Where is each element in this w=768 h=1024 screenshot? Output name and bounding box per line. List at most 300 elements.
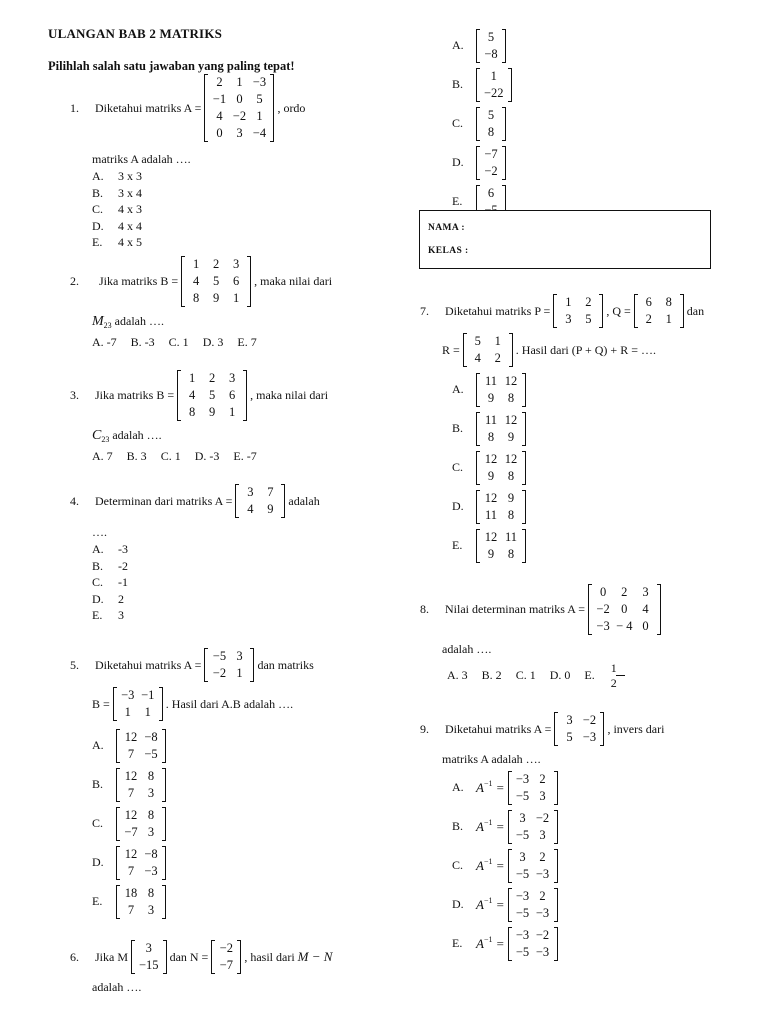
variable: C bbox=[92, 428, 102, 443]
option-label: B. bbox=[452, 421, 464, 435]
matrix bbox=[588, 584, 660, 635]
option-matrix bbox=[508, 810, 558, 844]
answer-option[interactable] bbox=[92, 201, 142, 218]
question-continuation bbox=[92, 314, 164, 330]
question-text-after: , ordo bbox=[277, 100, 306, 115]
answer-option[interactable] bbox=[452, 807, 558, 846]
fraction-one-half bbox=[611, 662, 631, 689]
matrix bbox=[463, 333, 513, 367]
answer-option[interactable]: C. 1 bbox=[168, 335, 189, 349]
matrix-cell: 3 bbox=[236, 649, 243, 663]
question-text-mid: dan N = bbox=[169, 949, 209, 964]
matrix-cell: −3 bbox=[515, 888, 530, 903]
matrix-cell: 4 bbox=[192, 274, 200, 288]
option-label: D. bbox=[92, 591, 104, 606]
answer-option[interactable]: E. bbox=[584, 668, 595, 682]
matrix-cell: 3 bbox=[145, 941, 152, 955]
matrix-cell: 2 bbox=[216, 75, 223, 89]
question-9 bbox=[420, 712, 664, 746]
answer-option[interactable] bbox=[92, 843, 166, 882]
option-matrix bbox=[476, 490, 526, 524]
answer-option[interactable] bbox=[452, 768, 558, 807]
option-matrix bbox=[116, 846, 166, 880]
matrix-cell: 1 bbox=[228, 405, 236, 419]
matrix-cell: 3 bbox=[228, 371, 236, 385]
matrix-cell: −5 bbox=[144, 746, 158, 761]
option-label: D. bbox=[452, 499, 464, 513]
matrix bbox=[553, 294, 603, 328]
matrix-cell: −3 bbox=[515, 771, 530, 786]
matrix-cell: 2 bbox=[539, 849, 546, 864]
answer-option[interactable]: E. 7 bbox=[237, 335, 257, 349]
matrix-cell: −1 bbox=[141, 688, 155, 702]
option-text: 3 x 4 bbox=[118, 185, 142, 200]
option-label: C. bbox=[452, 460, 464, 474]
answer-option[interactable]: E. -7 bbox=[233, 449, 257, 463]
matrix-cell: −8 bbox=[144, 729, 158, 744]
matrix-cell: −5 bbox=[515, 866, 530, 881]
matrix-cell: 7 bbox=[127, 785, 135, 800]
matrix-cell: 12 bbox=[484, 451, 498, 466]
options-matrix-list bbox=[452, 370, 526, 565]
inverse-label: $A^{-1}$ = bbox=[476, 779, 505, 795]
option-text: -3 bbox=[118, 542, 128, 556]
matrix-cell: 12 bbox=[504, 412, 518, 427]
answer-option[interactable] bbox=[92, 804, 166, 843]
matrix-cell: 9 bbox=[507, 429, 515, 444]
matrix-cell: 11 bbox=[484, 373, 498, 388]
answer-option[interactable] bbox=[452, 104, 512, 143]
matrix-cell: 5 bbox=[208, 388, 216, 402]
matrix-cell: −2 bbox=[219, 941, 233, 955]
matrix-cell: 8 bbox=[507, 546, 515, 561]
matrix-cell: 9 bbox=[487, 546, 495, 561]
matrix-cell: 12 bbox=[124, 768, 138, 783]
matrix-cell: 5 bbox=[566, 730, 573, 744]
option-text: 2 bbox=[118, 591, 124, 606]
question-7-line-2 bbox=[442, 333, 656, 367]
option-text: 4 x 3 bbox=[118, 202, 142, 216]
question-text-after: . Hasil dari A.B adalah …. bbox=[165, 696, 294, 711]
matrix-cell: 2 bbox=[208, 371, 216, 385]
matrix-cell: 1 bbox=[236, 75, 243, 89]
matrix-cell: 9 bbox=[212, 291, 220, 305]
matrix-cell: −3 bbox=[252, 75, 267, 89]
answer-option[interactable]: A. 7 bbox=[92, 449, 113, 463]
matrix bbox=[113, 687, 163, 721]
matrix-cell: −5 bbox=[212, 649, 227, 663]
answer-option[interactable]: C. 1 bbox=[160, 449, 181, 463]
matrix-cell: 0 bbox=[599, 585, 607, 599]
answer-option[interactable] bbox=[452, 65, 512, 104]
answer-option[interactable] bbox=[92, 168, 142, 185]
matrix-cell: 3 bbox=[519, 849, 526, 864]
matrix-cell: 9 bbox=[267, 502, 274, 516]
question-number: 3. bbox=[70, 388, 79, 402]
matrix bbox=[177, 370, 247, 421]
matrix-cell: − 4 bbox=[616, 619, 633, 633]
matrix-cell: 0 bbox=[621, 602, 628, 616]
variable-subscript: 23 bbox=[101, 435, 110, 444]
option-text: 3 bbox=[118, 608, 124, 622]
matrix-cell: −3 bbox=[596, 619, 610, 633]
option-text: 3 x 3 bbox=[118, 169, 142, 183]
question-number: 9. bbox=[420, 721, 429, 736]
answer-option[interactable] bbox=[92, 882, 166, 921]
question-number: 7. bbox=[420, 303, 429, 318]
question-number: 5. bbox=[70, 657, 79, 672]
answer-option[interactable]: D. 0 bbox=[549, 668, 571, 682]
answer-option[interactable] bbox=[92, 591, 128, 608]
matrix-cell: 7 bbox=[127, 863, 135, 878]
matrix-cell: −3 bbox=[121, 688, 135, 702]
matrix-cell: 8 bbox=[188, 405, 196, 419]
matrix-cell: 4 bbox=[474, 351, 481, 365]
option-label: C. bbox=[92, 202, 104, 216]
question-5-line-2 bbox=[92, 687, 293, 721]
question-continuation: matriks A adalah …. bbox=[92, 152, 191, 166]
matrix-cell: 6 bbox=[228, 388, 236, 402]
option-label: E. bbox=[452, 538, 463, 552]
option-label: C. bbox=[452, 858, 464, 872]
matrix-cell: −7 bbox=[219, 958, 233, 972]
question-text-after: , maka nilai dari bbox=[250, 388, 329, 402]
matrix-cell: 2 bbox=[539, 771, 546, 786]
option-matrix bbox=[476, 146, 506, 180]
matrix-cell: −8 bbox=[484, 46, 498, 61]
options-inline bbox=[92, 335, 271, 350]
answer-option[interactable] bbox=[92, 185, 142, 202]
matrix-cell: 8 bbox=[487, 429, 495, 444]
matrix bbox=[554, 712, 604, 746]
matrix-cell: 6 bbox=[645, 295, 652, 309]
answer-option[interactable] bbox=[452, 143, 512, 182]
matrix-cell: −3 bbox=[582, 730, 597, 744]
question-text: Diketahui matriks A = bbox=[445, 721, 552, 736]
matrix-cell: 1 bbox=[124, 705, 131, 719]
option-label: D. bbox=[452, 155, 464, 169]
matrix-cell: 12 bbox=[504, 373, 518, 388]
inverse-label: $A^{-1}$ = bbox=[476, 935, 505, 951]
option-label: B. bbox=[92, 558, 104, 573]
instruction: Pilihlah salah satu jawaban yang paling tepat! bbox=[48, 59, 295, 73]
answer-option[interactable] bbox=[92, 765, 166, 804]
option-label: E. bbox=[452, 936, 463, 950]
matrix-cell: 12 bbox=[484, 490, 498, 505]
question-text: Diketahui matriks P = bbox=[445, 303, 551, 318]
matrix bbox=[204, 648, 254, 682]
answer-option[interactable] bbox=[452, 409, 526, 448]
matrix-cell: 8 bbox=[507, 390, 515, 405]
matrix-cell: 2 bbox=[585, 295, 592, 309]
matrix-cell: 18 bbox=[124, 885, 138, 900]
matrix-cell: 7 bbox=[127, 746, 135, 761]
option-label: A. bbox=[92, 169, 104, 183]
fraction-numerator: 1 bbox=[610, 661, 617, 675]
option-text: 4 x 5 bbox=[118, 235, 142, 249]
question-continuation: adalah …. bbox=[442, 642, 492, 656]
option-label: A. bbox=[452, 780, 464, 794]
matrix-cell: 4 bbox=[247, 502, 254, 516]
matrix-cell: −3 bbox=[515, 927, 530, 942]
page-title: ULANGAN BAB 2 MATRIKS bbox=[48, 26, 223, 41]
question-text-after: , invers dari bbox=[607, 721, 665, 736]
matrix-cell: 12 bbox=[504, 451, 518, 466]
matrix-cell: −5 bbox=[515, 944, 530, 959]
matrix-cell: 1 bbox=[494, 334, 501, 348]
matrix-cell: −4 bbox=[252, 126, 267, 140]
matrix-cell: 1 bbox=[232, 291, 240, 305]
answer-option[interactable]: C. 1 bbox=[515, 668, 536, 682]
answer-option[interactable] bbox=[92, 558, 128, 575]
question-number: 6. bbox=[70, 949, 79, 964]
options-matrix-list bbox=[452, 26, 512, 221]
matrix-cell: 3 bbox=[642, 585, 649, 599]
matrix-cell: 8 bbox=[507, 468, 515, 483]
question-continuation: matriks A adalah …. bbox=[442, 752, 541, 766]
question-text-after: dan bbox=[686, 303, 705, 318]
option-label: D. bbox=[92, 855, 104, 869]
question-number: 1. bbox=[70, 100, 79, 115]
matrix-cell: 9 bbox=[208, 405, 216, 419]
matrix bbox=[204, 74, 274, 142]
matrix-cell: 2 bbox=[494, 351, 501, 365]
options-list bbox=[92, 168, 142, 251]
option-label: E. bbox=[92, 608, 103, 622]
matrix-cell: −2 bbox=[535, 927, 550, 942]
matrix-cell: 3 bbox=[236, 126, 243, 140]
answer-option[interactable]: D. -3 bbox=[194, 449, 220, 463]
kelas-label: KELAS : bbox=[428, 246, 469, 256]
option-matrix bbox=[116, 807, 166, 841]
answer-option[interactable] bbox=[92, 574, 128, 591]
question-number: 4. bbox=[70, 493, 79, 508]
matrix-cell: 3 bbox=[539, 788, 546, 803]
answer-option[interactable] bbox=[92, 234, 142, 251]
matrix-cell: 5 bbox=[474, 334, 481, 348]
question-text-after: adalah bbox=[288, 493, 320, 508]
matrix-cell: 7 bbox=[127, 902, 135, 917]
answer-option[interactable]: A. -7 bbox=[92, 335, 117, 349]
question-text: Nilai determinan matriks A = bbox=[445, 602, 586, 616]
matrix-cell: −15 bbox=[139, 958, 159, 972]
matrix-cell: 8 bbox=[507, 507, 515, 522]
option-label: C. bbox=[92, 575, 104, 589]
option-label: B. bbox=[452, 819, 464, 833]
answer-option[interactable] bbox=[92, 218, 142, 235]
matrix-cell: 1 bbox=[490, 68, 497, 83]
option-matrix bbox=[476, 412, 526, 446]
matrix-cell: −5 bbox=[515, 788, 530, 803]
answer-option[interactable] bbox=[452, 526, 526, 565]
answer-option[interactable] bbox=[452, 924, 558, 963]
option-matrix bbox=[476, 373, 526, 407]
question-text: Determinan dari matriks A = bbox=[95, 493, 233, 508]
answer-option[interactable] bbox=[452, 370, 526, 409]
matrix-cell: 8 bbox=[147, 885, 155, 900]
matrix-cell: 1 bbox=[236, 666, 243, 680]
question-3 bbox=[70, 370, 328, 421]
answer-option[interactable]: B. 3 bbox=[126, 449, 147, 463]
option-matrix bbox=[508, 849, 558, 883]
matrix-cell: 11 bbox=[484, 412, 498, 427]
answer-option[interactable] bbox=[92, 541, 128, 558]
matrix-cell: 3 bbox=[147, 785, 155, 800]
matrix-cell: −5 bbox=[515, 905, 530, 920]
matrix-cell: 8 bbox=[192, 291, 200, 305]
matrix-cell: 3 bbox=[247, 485, 254, 499]
question-number: 2. bbox=[70, 274, 79, 288]
options-inline bbox=[92, 449, 271, 464]
matrix-cell: −2 bbox=[535, 810, 550, 825]
option-matrix bbox=[508, 888, 558, 922]
matrix-cell: 0 bbox=[216, 126, 223, 140]
matrix-cell: 3 bbox=[232, 257, 240, 271]
matrix-cell: 3 bbox=[566, 713, 573, 727]
options-list bbox=[92, 541, 128, 624]
options-inline bbox=[447, 662, 645, 689]
matrix bbox=[235, 484, 285, 518]
matrix-cell: 8 bbox=[487, 124, 495, 139]
option-text: 4 x 4 bbox=[118, 218, 142, 233]
option-label: A. bbox=[92, 738, 104, 752]
answer-option[interactable] bbox=[452, 26, 512, 65]
answer-option[interactable]: D. 3 bbox=[202, 335, 224, 349]
matrix bbox=[211, 940, 241, 974]
matrix-cell: −2 bbox=[484, 163, 498, 178]
option-label: C. bbox=[92, 816, 104, 830]
matrix-cell: 12 bbox=[124, 729, 138, 744]
question-text-after: , hasil dari bbox=[244, 949, 295, 964]
matrix-cell: 3 bbox=[519, 810, 526, 825]
inline-options bbox=[447, 668, 609, 683]
matrix-cell: 11 bbox=[484, 507, 498, 522]
matrix-cell: −2 bbox=[232, 109, 247, 123]
option-label: C. bbox=[452, 116, 464, 130]
matrix-cell: −5 bbox=[515, 827, 530, 842]
expression: M − N bbox=[297, 949, 333, 964]
option-matrix bbox=[508, 771, 558, 805]
question-1 bbox=[70, 74, 305, 142]
answer-option[interactable]: B. 2 bbox=[481, 668, 502, 682]
question-7 bbox=[420, 294, 704, 328]
continuation-text: adalah …. bbox=[112, 428, 162, 442]
matrix-cell: 1 bbox=[192, 257, 200, 271]
matrix-cell: 5 bbox=[212, 274, 220, 288]
question-text: R = bbox=[442, 342, 460, 357]
matrix-cell: 5 bbox=[585, 312, 592, 326]
option-label: D. bbox=[452, 897, 464, 911]
question-text: Jika matriks B = bbox=[99, 274, 179, 288]
matrix-cell: 1 bbox=[144, 705, 151, 719]
answer-option[interactable] bbox=[92, 607, 128, 624]
matrix-cell: −22 bbox=[484, 85, 504, 100]
matrix-cell: 8 bbox=[665, 295, 672, 309]
matrix-cell: 0 bbox=[642, 619, 649, 633]
matrix-cell: 9 bbox=[507, 490, 515, 505]
matrix-cell: −3 bbox=[144, 863, 158, 878]
matrix-cell: 3 bbox=[565, 312, 572, 326]
matrix bbox=[634, 294, 684, 328]
matrix-cell: 2 bbox=[645, 312, 652, 326]
matrix bbox=[181, 256, 251, 307]
matrix-cell: 6 bbox=[232, 274, 240, 288]
question-text: Jika matriks B = bbox=[95, 388, 175, 402]
matrix-cell: 12 bbox=[124, 846, 138, 861]
inverse-label: $A^{-1}$ = bbox=[476, 896, 505, 912]
matrix-cell: 12 bbox=[124, 807, 138, 822]
matrix-cell: 0 bbox=[236, 92, 243, 106]
option-matrix bbox=[476, 68, 512, 102]
matrix-cell: −2 bbox=[596, 602, 610, 616]
answer-option[interactable] bbox=[452, 448, 526, 487]
matrix-cell: 2 bbox=[212, 257, 220, 271]
option-matrix bbox=[116, 768, 166, 802]
matrix-cell: 11 bbox=[504, 529, 518, 544]
question-2 bbox=[70, 256, 332, 307]
matrix-cell: 4 bbox=[642, 602, 649, 616]
answer-option[interactable] bbox=[92, 726, 166, 765]
option-matrix bbox=[476, 529, 526, 563]
option-text: -2 bbox=[118, 558, 128, 573]
option-matrix bbox=[476, 451, 526, 485]
matrix-cell: 1 bbox=[565, 295, 572, 309]
matrix-cell: 9 bbox=[487, 390, 495, 405]
question-4 bbox=[70, 484, 320, 518]
matrix-cell: −3 bbox=[535, 905, 550, 920]
question-6 bbox=[70, 940, 332, 974]
matrix-cell: −7 bbox=[484, 146, 498, 161]
option-label: E. bbox=[92, 894, 103, 908]
question-text-after: dan matriks bbox=[257, 657, 314, 672]
answer-option[interactable] bbox=[452, 487, 526, 526]
matrix-cell: 5 bbox=[487, 29, 495, 44]
option-label: B. bbox=[92, 777, 104, 791]
matrix-cell: 2 bbox=[539, 888, 546, 903]
nama-label: NAMA : bbox=[428, 223, 465, 233]
variable: M bbox=[92, 314, 104, 329]
option-label: A. bbox=[452, 38, 464, 52]
continuation-text: adalah …. bbox=[114, 314, 164, 328]
matrix-cell: −1 bbox=[212, 92, 227, 106]
answer-option[interactable] bbox=[452, 846, 558, 885]
question-text: Jika M bbox=[95, 949, 128, 964]
options-inverse-list bbox=[452, 768, 558, 963]
option-label: E. bbox=[452, 194, 463, 208]
inverse-label: $A^{-1}$ = bbox=[476, 857, 505, 873]
matrix-cell: 5 bbox=[487, 107, 495, 122]
matrix-cell: 7 bbox=[267, 485, 274, 499]
inverse-label: $A^{-1}$ = bbox=[476, 818, 505, 834]
matrix-cell: 8 bbox=[147, 807, 155, 822]
option-label: E. bbox=[92, 235, 103, 249]
question-text-after: , maka nilai dari bbox=[254, 274, 333, 288]
matrix bbox=[131, 940, 167, 974]
answer-option[interactable]: B. -3 bbox=[130, 335, 155, 349]
matrix-cell: 4 bbox=[216, 109, 223, 123]
option-label: B. bbox=[452, 77, 464, 91]
option-label: A. bbox=[92, 542, 104, 556]
option-matrix bbox=[476, 107, 506, 141]
options-matrix-list bbox=[92, 726, 166, 921]
matrix-cell: −3 bbox=[535, 944, 550, 959]
answer-option[interactable]: A. 3 bbox=[447, 668, 468, 682]
matrix-cell: 8 bbox=[147, 768, 155, 783]
matrix-cell: 1 bbox=[665, 312, 672, 326]
answer-option[interactable] bbox=[452, 885, 558, 924]
question-continuation bbox=[92, 428, 162, 444]
option-label: A. bbox=[452, 382, 464, 396]
